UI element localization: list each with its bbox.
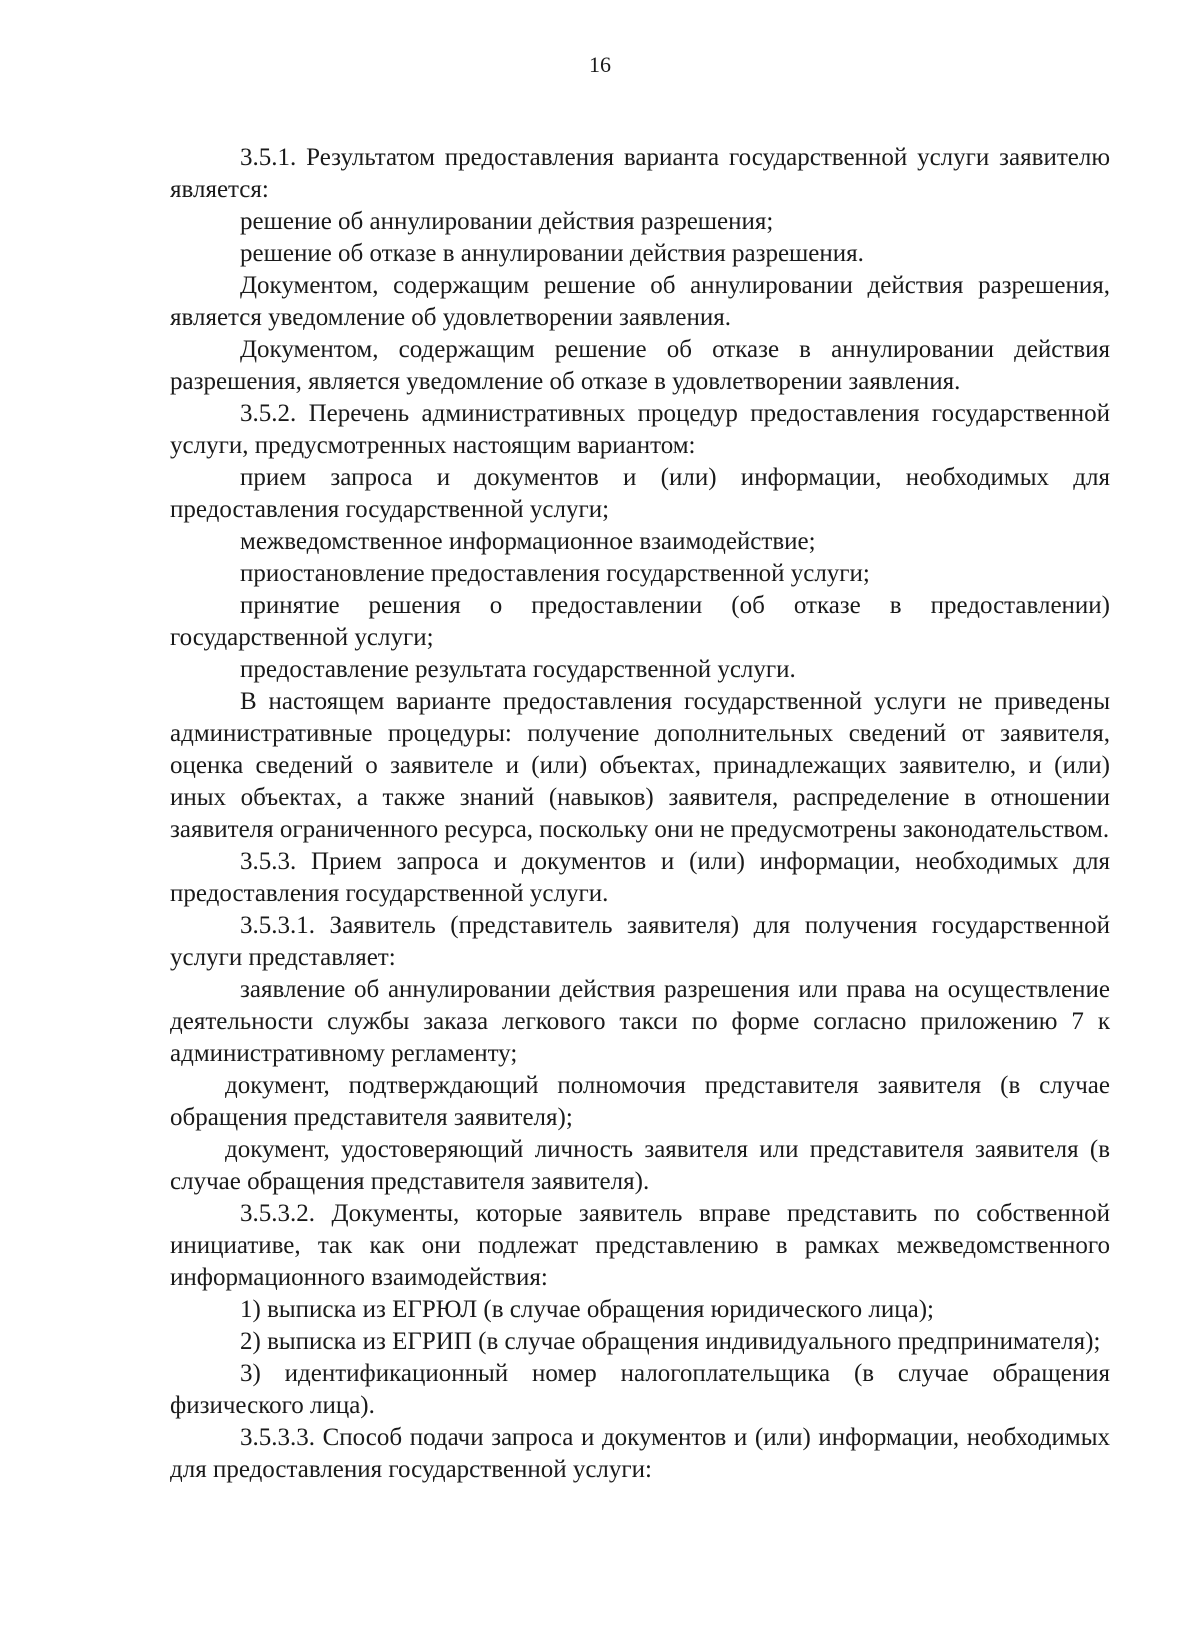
result-item-1: решение об аннулировании действия разрешения; bbox=[240, 208, 774, 235]
document-body bbox=[170, 142, 1110, 1486]
optional-document-1: 1) выписка из ЕГРЮЛ (в случае обращения юридического лица); bbox=[240, 1296, 934, 1323]
procedure-item-1: прием запроса и документов и (или) информации, необходимых для предоставления государственной услуги; bbox=[170, 464, 1110, 523]
page-number: 16 bbox=[589, 52, 611, 77]
procedure-item-3: приостановление предоставления государственной услуги; bbox=[240, 560, 870, 587]
paragraph-3-5-3-3: 3.5.3.3. Способ подачи запроса и документов и (или) информации, необходимых для предоставления государственной услуги: bbox=[170, 1424, 1110, 1483]
procedure-item-2: межведомственное информационное взаимодействие; bbox=[240, 528, 816, 555]
paragraph-omitted-procedures: В настоящем варианте предоставления государственной услуги не приведены административные процедуры: получение дополнительных сведений от заявителя, оценка сведений о заявителе и (или) объектах, принадлежащих заявителю, и (или) иных объектах, а также знаний (навыков) заявителя, распределение в отношении заявителя ограниченного ресурса, поскольку они не предусмотрены законодательством. bbox=[170, 688, 1110, 843]
paragraph-refusal-document: Документом, содержащим решение об отказе в аннулировании действия разрешения, является уведомление об отказе в удовлетворении заявления. bbox=[170, 336, 1110, 395]
paragraph-3-5-2: 3.5.2. Перечень административных процедур предоставления государственной услуги, предусмотренных настоящим вариантом: bbox=[170, 400, 1110, 459]
paragraph-3-5-3-2: 3.5.3.2. Документы, которые заявитель вправе представить по собственной инициативе, так как они подлежат представлению в рамках межведомственного информационного взаимодействия: bbox=[170, 1200, 1110, 1291]
paragraph-approval-document: Документом, содержащим решение об аннулировании действия разрешения, является уведомление об удовлетворении заявления. bbox=[170, 272, 1110, 331]
optional-document-2: 2) выписка из ЕГРИП (в случае обращения индивидуального предпринимателя); bbox=[240, 1328, 1101, 1355]
paragraph-3-5-3-1: 3.5.3.1. Заявитель (представитель заявителя) для получения государственной услуги представляет: bbox=[170, 912, 1110, 971]
submitted-document-1: заявление об аннулировании действия разрешения или права на осуществление деятельности службы заказа легкового такси по форме согласно приложению 7 к административному регламенту; bbox=[170, 976, 1110, 1067]
submitted-document-2: документ, подтверждающий полномочия представителя заявителя (в случае обращения представителя заявителя); bbox=[170, 1072, 1110, 1131]
paragraph-3-5-1: 3.5.1. Результатом предоставления варианта государственной услуги заявителю является: bbox=[170, 144, 1110, 203]
optional-document-3: 3) идентификационный номер налогоплательщика (в случае обращения физического лица). bbox=[170, 1360, 1110, 1419]
paragraph-3-5-3: 3.5.3. Прием запроса и документов и (или) информации, необходимых для предоставления государственной услуги. bbox=[170, 848, 1110, 907]
submitted-document-3: документ, удостоверяющий личность заявителя или представителя заявителя (в случае обращения представителя заявителя). bbox=[170, 1136, 1110, 1195]
procedure-item-4: принятие решения о предоставлении (об отказе в предоставлении) государственной услуги; bbox=[170, 592, 1110, 651]
procedure-item-5: предоставление результата государственной услуги. bbox=[240, 656, 796, 683]
result-item-2: решение об отказе в аннулировании действия разрешения. bbox=[240, 240, 864, 267]
